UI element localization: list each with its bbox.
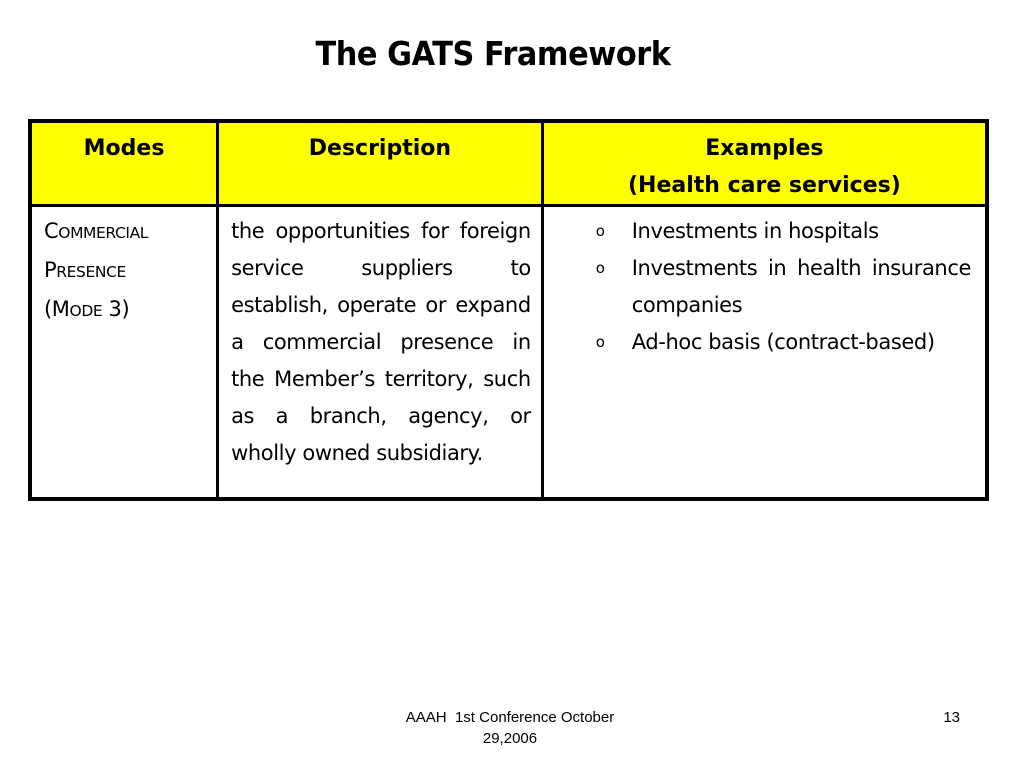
header-modes [30,121,218,206]
table-row [30,206,987,500]
mode-cell [30,206,218,500]
header-examples-label: Examples [705,136,824,161]
circle-bullet-icon: o [595,222,605,240]
mode-line-commercial: COMMERCIAL [44,219,149,243]
header-examples [542,121,987,206]
footer-line1: AAAH 1st Conference October [405,709,615,726]
example-text: Ad-hoc basis (contract-based) [631,330,935,354]
header-modes-label: Modes [83,136,165,161]
examples-cell [542,206,987,500]
gats-table [28,119,989,501]
description-cell [218,206,543,500]
list-item [596,250,971,324]
example-text: Investments in health insurance companies [631,256,971,317]
header-examples-sublabel: (Health care services) [627,173,901,198]
slide-title: The GATS Framework [315,34,671,73]
mode-line-presence: PRESENCE [44,258,126,282]
header-description-label: Description [308,136,452,161]
mode-line-number: (MODE 3) [44,297,130,321]
examples-list [596,213,971,361]
header-row [30,121,987,206]
list-item [596,324,971,361]
circle-bullet-icon: o [595,333,605,351]
example-text: Investments in hospitals [631,219,879,243]
header-description [218,121,543,206]
footer-line2: 29,2006 [482,730,538,747]
list-item [596,213,971,250]
footer-conference [360,707,660,749]
description-text: the opportunities for foreign service suppliers to establish, operate or expand a commercial presence in the Member’s territory, such as a branch, agency, or wholly owned subsidiary. [231,219,531,465]
circle-bullet-icon: o [595,259,605,277]
page-number: 13 [943,709,960,726]
